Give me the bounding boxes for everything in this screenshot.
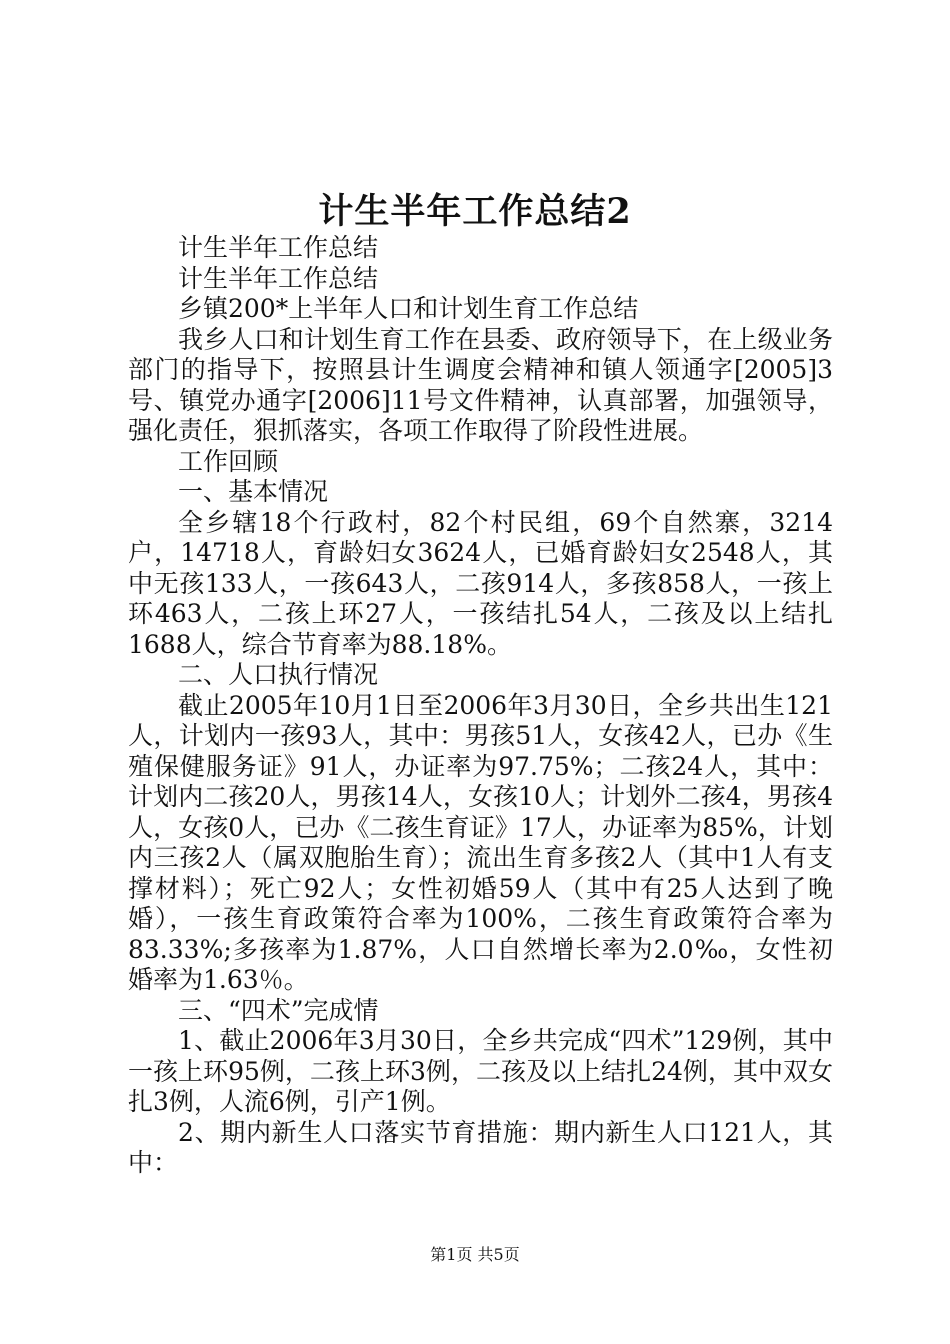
paragraph-four-procedures: 1、截止2006年3月30日，全乡共完成“四术”129例，其中一孩上环95例，二孩上环3例，二孩及以上结扎24例，其中双女扎3例，人流6例，引产1例。 [128,1026,833,1116]
paragraph-population-execution: 截止2005年10月1日至2006年3月30日，全乡共出生121人，计划内一孩93人，其中：男孩51人，女孩42人，已办《生殖保健服务证》91人，办证率为97.75%；二孩24人，其中：计划内二孩20人，男孩14人，女孩10人；计划外二孩4，男孩4人，女孩0人，已办《二孩生育证》17人，办证率为85%，计划内三孩2人（属双胞胎生育）；流出生育多孩2人（其中1人有支撑材料）；死亡92人；女性初婚59人（其中有25人达到了晚婚），一孩生育政策符合率为100%，二孩生育政策符合率为83.33%;多孩率为1.87%，人口自然增长率为2.0‰，女性初婚率为1.63％。 [128,690,833,994]
paragraph-heading-1: 计生半年工作总结 [178,233,379,262]
section-population-execution: 二、人口执行情况 [178,660,379,689]
paragraph-heading-2: 计生半年工作总结 [178,263,379,293]
paragraph-intro: 我乡人口和计划生育工作在县委、政府领导下，在上级业务部门的指导下，按照县计生调度会精神和镇人领通字[2005]3号、镇党办通字[2006]11号文件精神，认真部署，加强领导，强化责任，狠抓落实，各项工作取得了阶段性进展。 [128,324,833,445]
paragraph-subtitle: 乡镇200*上半年人口和计划生育工作总结 [178,294,639,323]
page-footer: 第1页 共5页 [430,1245,520,1264]
document-title: 计生半年工作总结2 [318,191,632,232]
section-work-review: 工作回顾 [178,446,279,476]
section-four-procedures: 三、“四术”完成情 [178,995,379,1025]
paragraph-new-population: 2、期内新生人口落实节育措施：期内新生人口121人，其中： [128,1117,833,1177]
paragraph-basic-situation: 全乡辖18个行政村，82个村民组，69个自然寨，3214户，14718人，育龄妇女3624人，已婚育龄妇女2548人，其中无孩133人，一孩643人，二孩914人，多孩858人，一孩上环463人，二孩上环27人，一孩结扎54人，二孩及以上结扎1688人，综合节育率为88.18%。 [128,507,833,659]
document-body [128,233,833,1179]
section-basic-situation: 一、基本情况 [178,477,329,506]
